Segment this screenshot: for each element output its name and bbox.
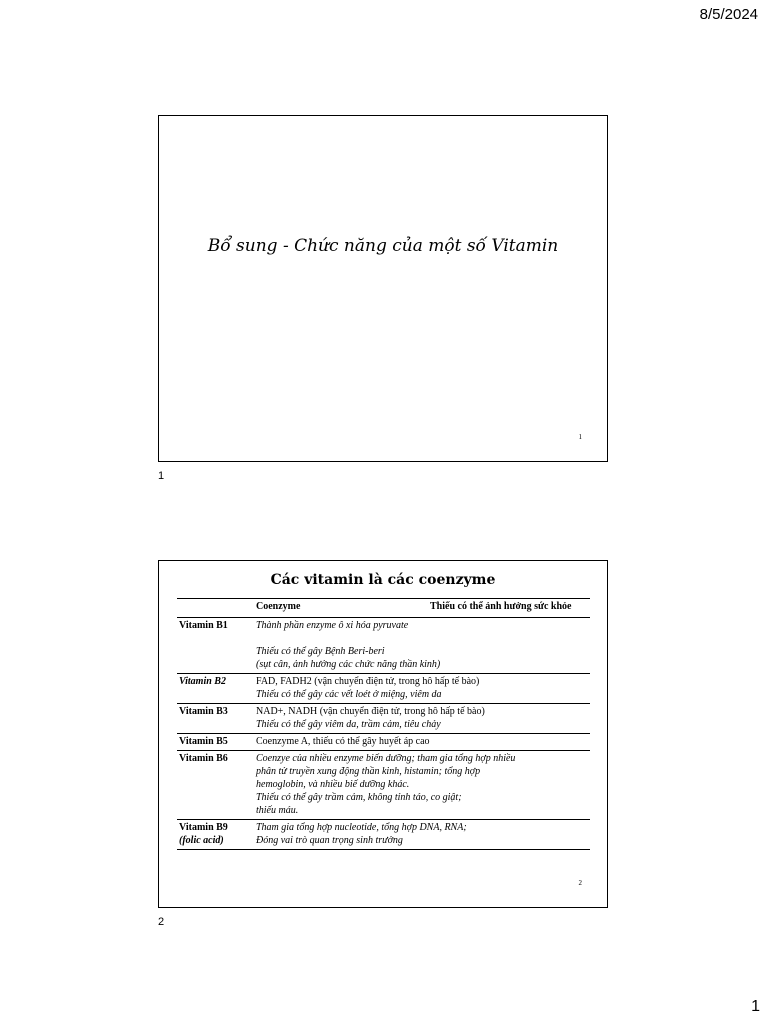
vitamin-name-line: Vitamin B9 [179, 822, 228, 833]
vitamin-name [177, 618, 254, 674]
header-coenzyme: Coenzyme [254, 599, 428, 618]
vitamin-table [177, 598, 590, 850]
vitamin-name [177, 704, 254, 734]
vitamin-name-line: Vitamin B3 [179, 706, 228, 717]
slide-1-number: 1 [578, 433, 582, 441]
vitamin-description [254, 704, 590, 734]
vitamin-name [177, 820, 254, 850]
description-line: Thiếu có thể gây các vết loét ở miệng, viêm da [256, 689, 442, 700]
description-line: Tham gia tổng hợp nucleotide, tổng hợp DNA, RNA; [256, 822, 467, 833]
slide-2-title: Các vitamin là các coenzyme [270, 572, 496, 588]
description-line: thiếu máu. [256, 805, 299, 816]
description-line: FAD, FADH2 (vận chuyển điện tử, trong hô hấp tế bào) [256, 676, 480, 687]
page-number: 1 [751, 998, 760, 1015]
table-row [177, 820, 590, 850]
slide-2 [158, 560, 608, 908]
vitamin-description [254, 674, 590, 704]
vitamin-name-line: Vitamin B5 [179, 736, 228, 747]
description-line: phân tử truyền xung động thần kinh, histamin; tổng hợp [256, 766, 481, 777]
vitamin-name-line: (folic acid) [179, 835, 224, 846]
description-line: Đóng vai trò quan trọng sinh trưởng [256, 835, 403, 846]
description-line: Thành phần enzyme ô xi hóa pyruvate [256, 620, 409, 631]
table-header-row [177, 599, 590, 618]
vitamin-name-line: Vitamin B6 [179, 753, 228, 764]
handout-number-1: 1 [158, 470, 165, 482]
description-line: Coenzyme A, thiếu có thể gây huyết áp cao [256, 736, 430, 747]
table-row [177, 734, 590, 751]
header-vitamin [177, 599, 254, 618]
slide-1 [158, 115, 608, 462]
vitamin-description [254, 734, 590, 751]
table-row [177, 618, 590, 674]
table-body [177, 618, 590, 850]
description-line: Thiếu có thể gây viêm da, trầm cảm, tiêu chảy [256, 719, 441, 730]
vitamin-name-line: Vitamin B1 [179, 620, 228, 631]
slide-2-number: 2 [578, 879, 582, 887]
slide-1-title: Bổ sung - Chức năng của một số Vitamin [207, 236, 559, 256]
description-line [256, 632, 588, 645]
vitamin-description [254, 751, 590, 820]
vitamin-description [254, 618, 590, 674]
description-line: Thiếu có thể gây Bệnh Beri-beri [256, 646, 385, 657]
description-line: NAD+, NADH (vận chuyển điện tử, trong hô hấp tế bào) [256, 706, 485, 717]
vitamin-name [177, 751, 254, 820]
print-date: 8/5/2024 [699, 6, 758, 23]
description-line: hemoglobin, và nhiều biế dưỡng khác. [256, 779, 410, 790]
description-line: Coenzye của nhiều enzyme biến dưỡng; tham gia tổng hợp nhiều [256, 753, 516, 764]
table-row [177, 751, 590, 820]
handout-number-2: 2 [158, 916, 165, 928]
table-row [177, 704, 590, 734]
description-line: (sụt cân, ảnh hưởng các chức năng thần kinh) [256, 659, 441, 670]
table-row [177, 674, 590, 704]
vitamin-name [177, 734, 254, 751]
vitamin-name-line: Vitamin B2 [179, 676, 226, 687]
header-deficiency: Thiếu có thể ảnh hưởng sức khỏe [428, 599, 590, 618]
description-line: Thiếu có thể gây trầm cảm, không tỉnh táo, co giật; [256, 792, 462, 803]
vitamin-name [177, 674, 254, 704]
vitamin-description [254, 820, 590, 850]
